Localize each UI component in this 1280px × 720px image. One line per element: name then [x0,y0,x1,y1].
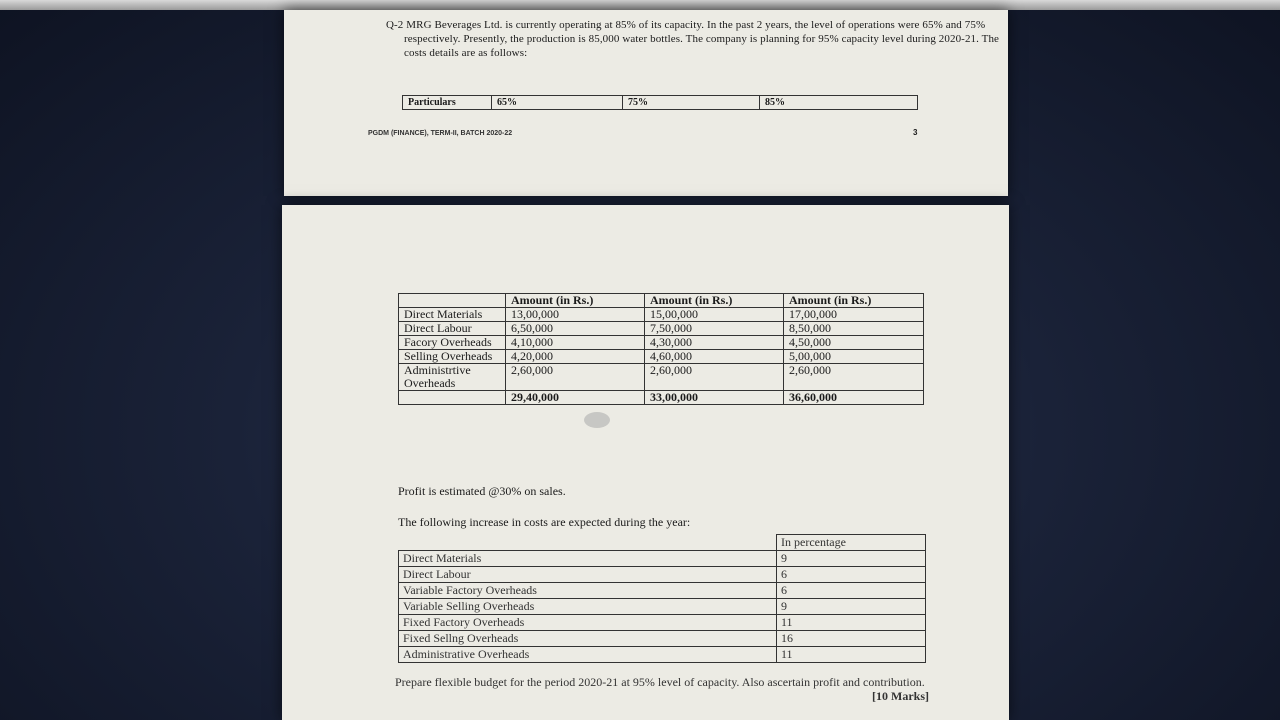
table-row [399,364,924,391]
header-cell: In percentage [777,535,926,551]
row-label: Direct Labour [399,567,777,583]
profit-note: Profit is estimated @30% on sales. [398,484,566,498]
table-row [399,294,924,308]
row-label: Variable Selling Overheads [399,599,777,615]
row-label: Facory Overheads [399,336,506,350]
table-cell: 7,50,000 [645,322,784,336]
table-row [399,647,926,663]
table-row [399,535,926,551]
total-cell: 29,40,000 [506,391,645,405]
total-cell: 36,60,000 [784,391,924,405]
table-row [399,350,924,364]
row-label: Direct Labour [399,322,506,336]
table-row [399,583,926,599]
header-cell: Particulars [403,96,492,110]
table-cell: 15,00,000 [645,308,784,322]
table-row [399,308,924,322]
header-cell: 75% [623,96,760,110]
row-label: Direct Materials [399,308,506,322]
row-label: Fixed Sellng Overheads [399,631,777,647]
document-page-1 [284,10,1008,196]
table-cell: 2,60,000 [645,364,784,391]
page-footer: PGDM (FINANCE), TERM-II, BATCH 2020-22 [368,130,513,137]
total-cell: 33,00,000 [645,391,784,405]
row-label: Direct Materials [399,551,777,567]
total-row [399,391,924,405]
question-body: MRG Beverages Ltd. is currently operating at 85% of its capacity. In the past 2 years, the level of operations were 65% and 75% respectively. Presently, the production is 85,000 water bottles. The company is planning for 95% capacity level during 2020-21. The costs details are as follows: [404,19,1000,59]
table-cell: 9 [777,599,926,615]
row-label: Variable Factory Overheads [399,583,777,599]
increase-intro: The following increase in costs are expected during the year: [398,515,691,529]
header-cell: Amount (in Rs.) [506,294,645,308]
row-label: Selling Overheads [399,350,506,364]
header-cell [399,294,506,308]
header-cell: 65% [492,96,623,110]
table-row [399,631,926,647]
table-cell: 4,20,000 [506,350,645,364]
table-cell: 6,50,000 [506,322,645,336]
table-cell: 11 [777,615,926,631]
particulars-header-table [402,95,918,110]
row-label: Administrtive Overheads [399,364,506,391]
table-row [403,96,918,110]
table-cell: 11 [777,647,926,663]
table-cell: 17,00,000 [784,308,924,322]
header-cell [399,535,777,551]
cost-table [398,293,924,405]
row-label: Administrative Overheads [399,647,777,663]
table-cell: 2,60,000 [784,364,924,391]
table-row [399,599,926,615]
table-cell: 4,10,000 [506,336,645,350]
document-page-2 [282,205,1009,720]
total-label [399,391,506,405]
table-row [399,615,926,631]
table-cell: 8,50,000 [784,322,924,336]
question-number: Q-2 [386,19,404,31]
table-cell: 16 [777,631,926,647]
header-cell: Amount (in Rs.) [645,294,784,308]
table-cell: 4,50,000 [784,336,924,350]
instruction-block [395,675,929,703]
question-block [367,18,1007,60]
table-row [399,551,926,567]
table-cell: 4,60,000 [645,350,784,364]
screen-top-edge [0,0,1280,10]
table-cell: 6 [777,583,926,599]
table-cell: 2,60,000 [506,364,645,391]
header-cell: 85% [760,96,918,110]
smudge-mark [584,412,610,428]
marks-label: [10 Marks] [872,689,929,703]
header-cell: Amount (in Rs.) [784,294,924,308]
instruction-text: Prepare flexible budget for the period 2020-21 at 95% level of capacity. Also ascertain profit and contribution. [395,675,925,689]
table-cell: 13,00,000 [506,308,645,322]
table-row [399,322,924,336]
table-cell: 4,30,000 [645,336,784,350]
table-row [399,567,926,583]
question-text [385,18,1007,60]
table-cell: 9 [777,551,926,567]
row-label: Fixed Factory Overheads [399,615,777,631]
table-row [399,336,924,350]
cost-increase-table [398,534,926,663]
table-cell: 6 [777,567,926,583]
table-cell: 5,00,000 [784,350,924,364]
page-number: 3 [913,128,918,137]
